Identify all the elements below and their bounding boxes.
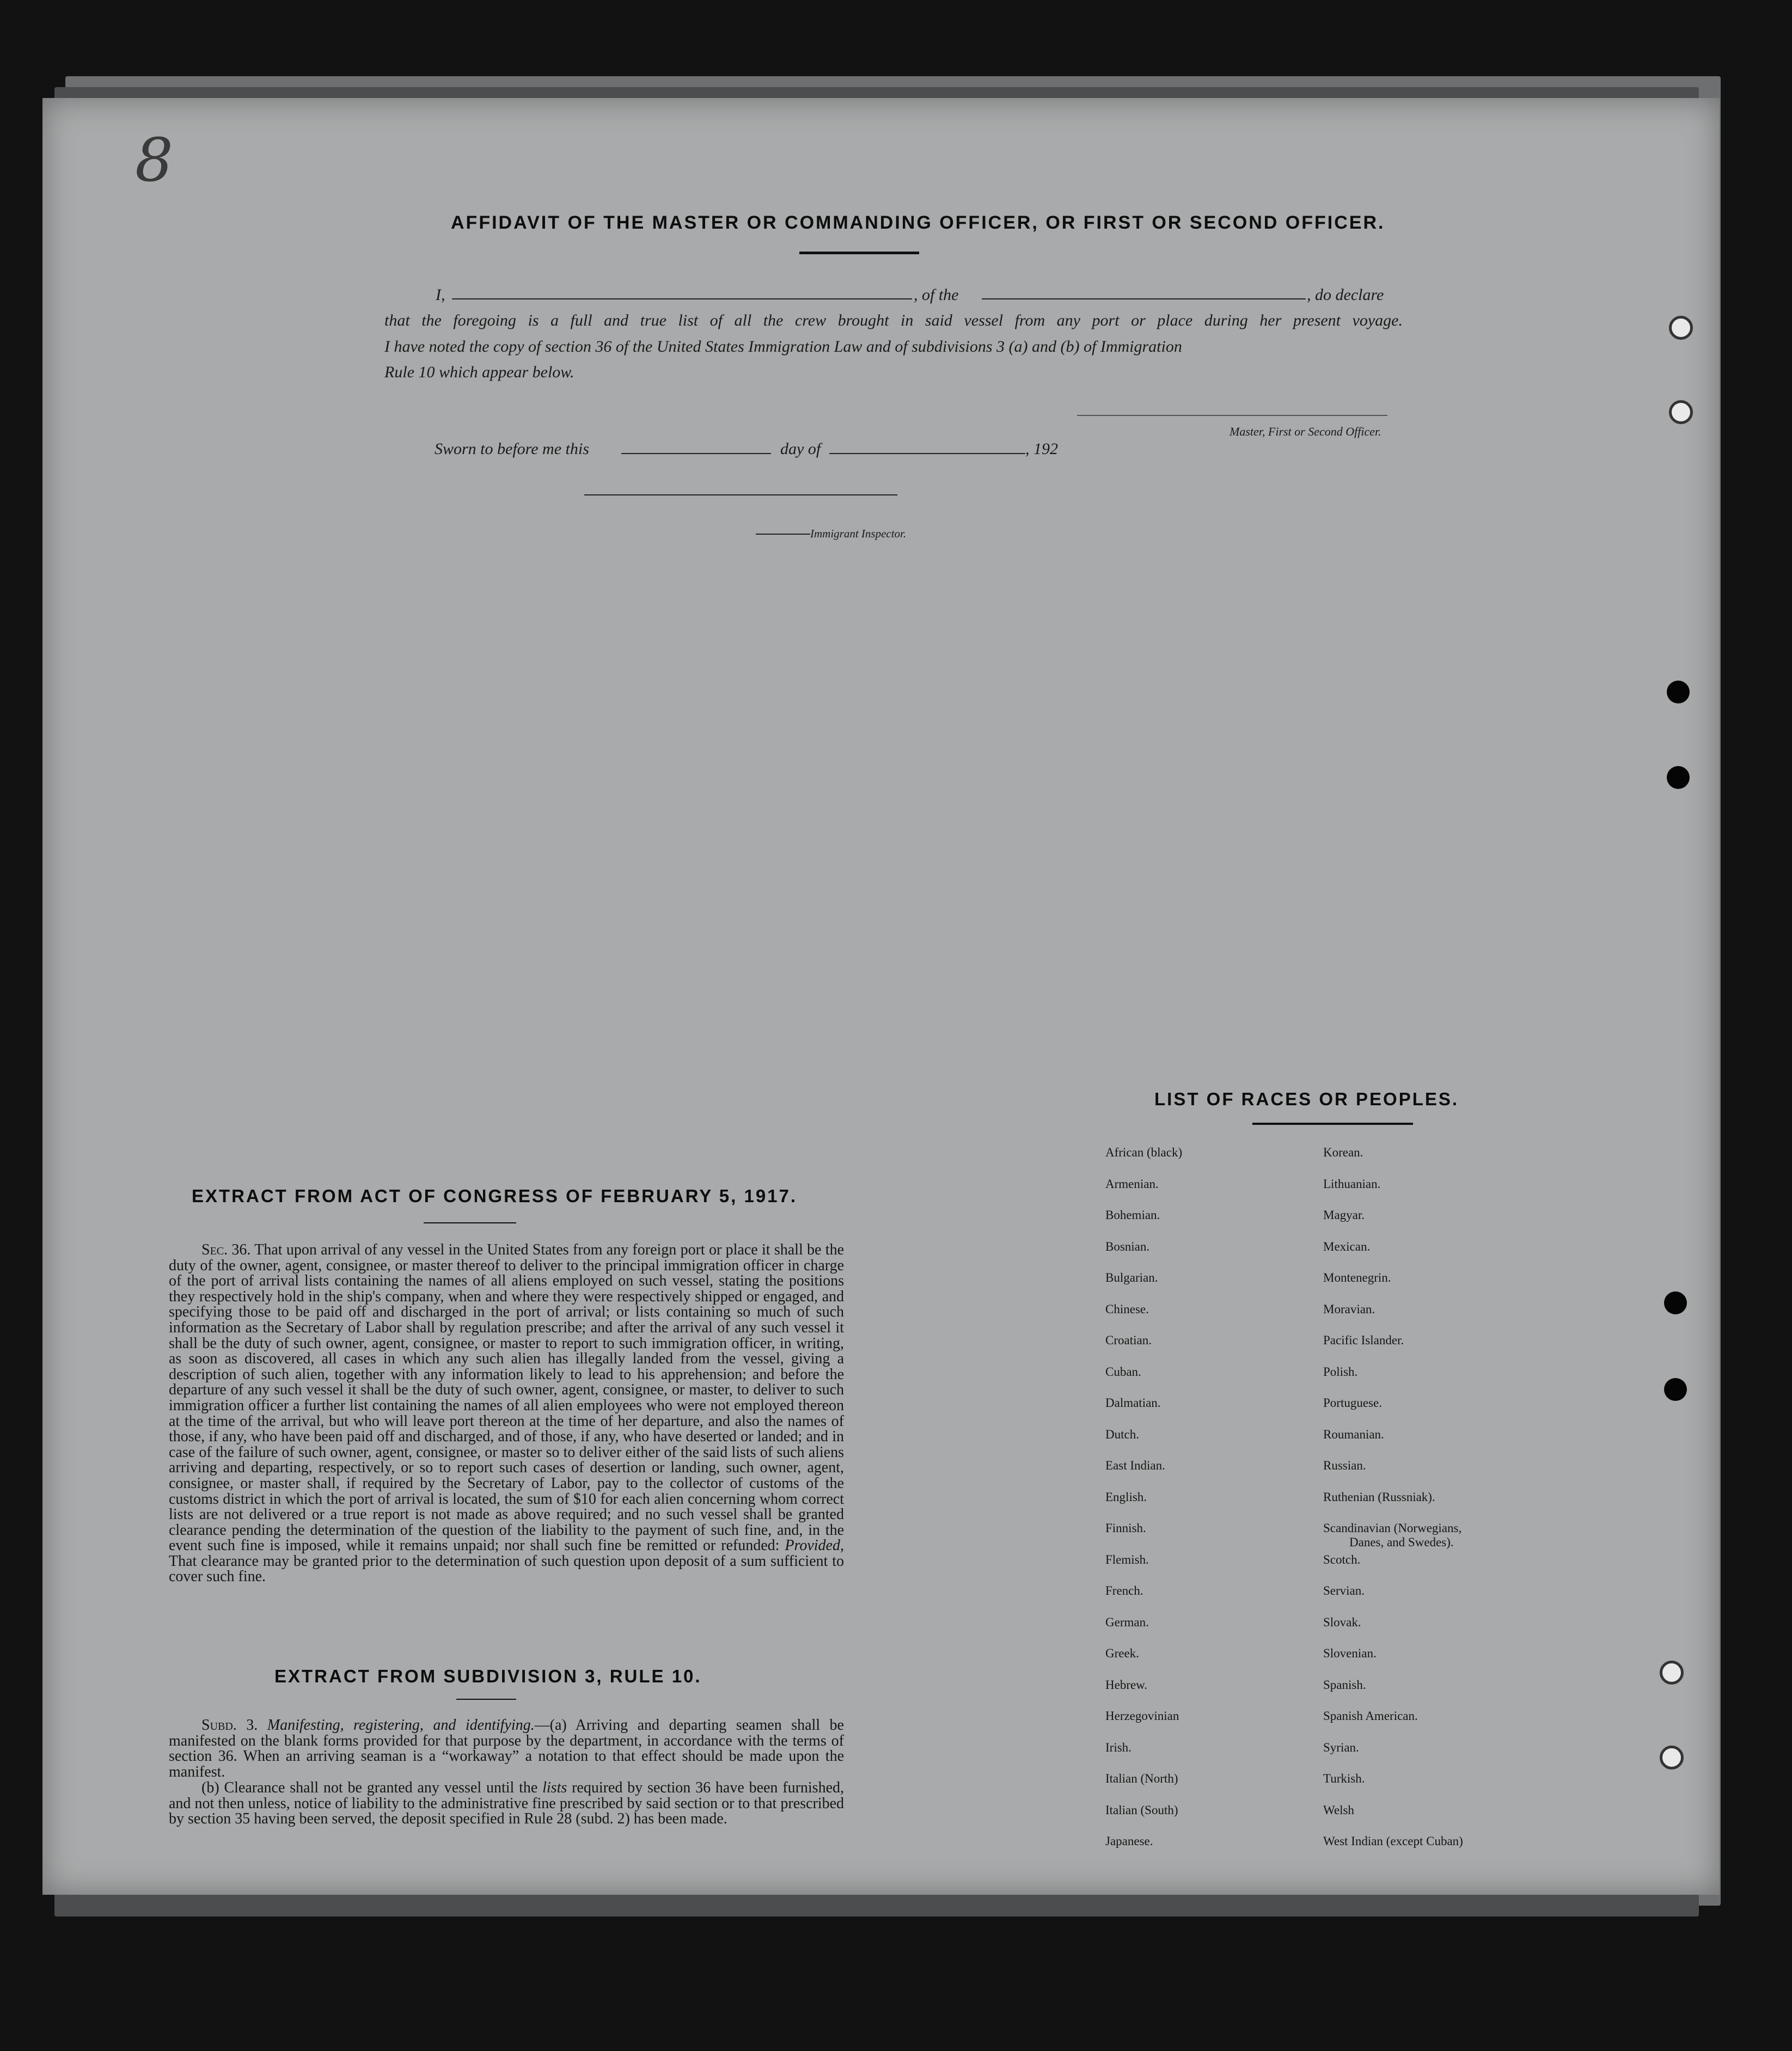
race-item: Polish. (1323, 1364, 1358, 1379)
race-item: Hebrew. (1105, 1677, 1148, 1692)
affidavit-i-label: I, (436, 286, 445, 304)
race-item: West Indian (except Cuban) (1323, 1834, 1463, 1848)
race-item: Japanese. (1105, 1834, 1153, 1848)
affidavit-line-3: I have noted the copy of section 36 of the United States Immigration Law and of subdivisions 3 (a) and (b) of Immigration (384, 338, 1182, 356)
subd-3-a-body: —(a) Arriving and departing seamen shall be manifested on the blank forms provided for that purpose by the department, in accordance with the terms of section 36. When an arriving seaman is a “workaway” a notation to that effect should be made upon the manifest. (169, 1717, 844, 1780)
race-item: Turkish. (1323, 1772, 1365, 1785)
subdivision-3-b (169, 1780, 844, 1827)
race-item: Bulgarian. (1105, 1271, 1158, 1284)
punch-hole (1669, 400, 1693, 424)
subd-3-b-start: (b) Clearance shall not be granted any vessel until the (201, 1779, 538, 1796)
race-item: Welsh (1323, 1803, 1354, 1817)
section-36-text (169, 1242, 844, 1585)
race-item: Dutch. (1105, 1427, 1139, 1441)
race-item: Italian (North) (1105, 1772, 1178, 1785)
inspector-short-line (756, 534, 810, 535)
race-item: Russian. (1323, 1459, 1366, 1472)
affidavit-title: AFFIDAVIT OF THE MASTER OR COMMANDING OFFICER, OR FIRST OR SECOND OFFICER. (451, 212, 1385, 233)
race-item: Chinese. (1105, 1302, 1149, 1316)
races-title-divider (1252, 1123, 1413, 1125)
handwritten-page-marker: 8 (135, 125, 173, 195)
section-36-label: Sec. 36. (201, 1241, 251, 1258)
inspector-signature-line[interactable] (584, 494, 897, 495)
race-item: Slovenian. (1323, 1646, 1377, 1660)
punch-hole (1664, 1378, 1687, 1401)
races-list-title: LIST OF RACES OR PEOPLES. (1154, 1089, 1459, 1109)
race-item: Bohemian. (1105, 1208, 1160, 1222)
provided-label: Provided, (785, 1537, 844, 1554)
race-item: African (black) (1105, 1146, 1183, 1159)
subd-3-b-lists: lists (542, 1779, 567, 1796)
race-item: Cuban. (1105, 1364, 1141, 1379)
race-item: Scotch. (1323, 1552, 1361, 1566)
race-item: Lithuanian. (1323, 1177, 1381, 1191)
race-item: German. (1105, 1615, 1149, 1629)
subd-3-b-end: required by section 36 have been furnished, and not then unless, notice of liability to the administrative fine prescribed by said section or to that prescribed by section 35 having been served, the deposit specified in Rule 28 (subd. 2) has been made. (169, 1779, 844, 1828)
subd-3-label: Subd. 3. (201, 1717, 258, 1734)
rule-extract-title: EXTRACT FROM SUBDIVISION 3, RULE 10. (274, 1666, 702, 1686)
affidavit-do-declare: , do declare (1307, 286, 1384, 304)
race-item: East Indian. (1105, 1459, 1165, 1472)
race-item: Finnish. (1105, 1521, 1146, 1535)
section-36-body-end: That clearance may be granted prior to the determination of such question upon deposit of a sum sufficient to cover such fine. (169, 1552, 844, 1585)
section-36-body: That upon arrival of any vessel in the United States from any foreign port or place it shall be the duty of the owner, agent, consignee, or master thereof to deliver to the principal immigration officer in charge of the port of arrival lists containing the names of all aliens employed on such vessel, stating the positions they respectively hold in the ship's company, when and where they were respectively shipped or engaged, and specifying those to be paid off and discharged in the port of arrival; or lists containing so much of such information as the Secretary of Labor shall by regulation prescribe; and after the arrival of any such vessel it shall be the duty of such owner, agent, consignee, or master to report to such immigration officer, in writing, as soon as discovered, all cases in which any such alien has illegally landed from the vessel, giving a description of such alien, together with any information likely to lead to his apprehension; and before the departure of any such vessel it shall be the duty of such owner, agent, consignee, or master, to deliver to such immigration officer a further list containing the names of all alien employees who were not employed thereon at the time of the arrival, but who will leave port thereon at the time of her departure, and also the names of those, if any, who have been paid off and discharged, and of those, if any, who have deserted or landed; and in case of the failure of such owner, agent, consignee, or master so to deliver either of the said lists of such aliens arriving and departing, respectively, or so to report such cases of desertion or landing, such owner, agent, consignee, or master shall, if required by the Secretary of Labor, pay to the collector of customs of the customs district in which the port of arrival is located, the sum of $10 for each alien concerning whom correct lists are not delivered or a true report is not made as above required; and no such vessel shall be granted clearance pending the determination of the question of the liability to the payment of such fine, and, in the event such fine is imposed, while it remains unpaid; nor shall such fine be remitted or refunded: (169, 1241, 844, 1554)
year-label: , 192 (1025, 440, 1058, 458)
punch-hole (1660, 1661, 1684, 1685)
race-item: Ruthenian (Russniak). (1323, 1490, 1435, 1504)
day-of-label: day of (780, 440, 821, 458)
race-item: Slovak. (1323, 1615, 1361, 1629)
sworn-label: Sworn to before me this (435, 440, 589, 458)
race-item: Korean. (1323, 1146, 1363, 1159)
punch-hole (1667, 766, 1690, 789)
race-item-continuation: Danes, and Swedes). (1349, 1535, 1454, 1549)
officer-signature-line[interactable] (1077, 415, 1387, 416)
affidavit-line-2: that the foregoing is a full and true list of all the crew brought in said vessel from any port or place during her present voyage. (384, 311, 1403, 329)
race-item: French. (1105, 1584, 1143, 1597)
act-extract-title: EXTRACT FROM ACT OF CONGRESS OF FEBRUARY 5, 1917. (192, 1186, 798, 1206)
act-extract-divider (424, 1222, 516, 1223)
race-item: Herzegovinian (1105, 1709, 1179, 1723)
race-item: Roumanian. (1323, 1427, 1384, 1441)
race-item: Moravian. (1323, 1302, 1375, 1316)
race-item: Syrian. (1323, 1740, 1359, 1754)
vessel-name-field[interactable] (982, 298, 1306, 299)
race-item: English. (1105, 1490, 1147, 1504)
subdivision-3-a (169, 1718, 844, 1780)
immigrant-inspector-label: Immigrant Inspector. (810, 527, 907, 540)
sworn-month-field[interactable] (829, 453, 1025, 454)
race-item: Flemish. (1105, 1552, 1149, 1566)
punch-hole (1667, 681, 1690, 703)
punch-hole (1669, 316, 1693, 340)
punch-hole (1664, 1291, 1687, 1314)
race-item: Portuguese. (1323, 1396, 1382, 1410)
officer-name-field[interactable] (452, 298, 912, 299)
sworn-day-field[interactable] (621, 453, 771, 454)
race-item: Servian. (1323, 1584, 1365, 1597)
race-item: Croatian. (1105, 1333, 1152, 1347)
master-signature-label: Master, First or Second Officer. (1230, 425, 1381, 438)
rule-extract-divider (456, 1699, 516, 1700)
race-item: Greek. (1105, 1646, 1139, 1660)
race-item: Scandinavian (Norwegians, (1323, 1521, 1462, 1535)
race-item: Irish. (1105, 1740, 1132, 1754)
race-item: Montenegrin. (1323, 1271, 1391, 1284)
title-divider (799, 252, 919, 254)
race-item: Pacific Islander. (1323, 1333, 1404, 1347)
punch-hole (1660, 1746, 1684, 1770)
affidavit-of-the-label: , of the (914, 286, 959, 304)
race-item: Italian (South) (1105, 1803, 1178, 1817)
affidavit-line-4: Rule 10 which appear below. (384, 363, 574, 381)
race-item: Dalmatian. (1105, 1396, 1161, 1410)
race-item: Armenian. (1105, 1177, 1159, 1191)
race-item: Bosnian. (1105, 1239, 1150, 1253)
form-page (42, 98, 1720, 1895)
race-item: Spanish American. (1323, 1709, 1418, 1723)
subd-3-heading: Manifesting, registering, and identifying. (267, 1717, 535, 1734)
race-item: Spanish. (1323, 1677, 1366, 1692)
race-item: Magyar. (1323, 1208, 1365, 1222)
race-item: Mexican. (1323, 1239, 1371, 1253)
